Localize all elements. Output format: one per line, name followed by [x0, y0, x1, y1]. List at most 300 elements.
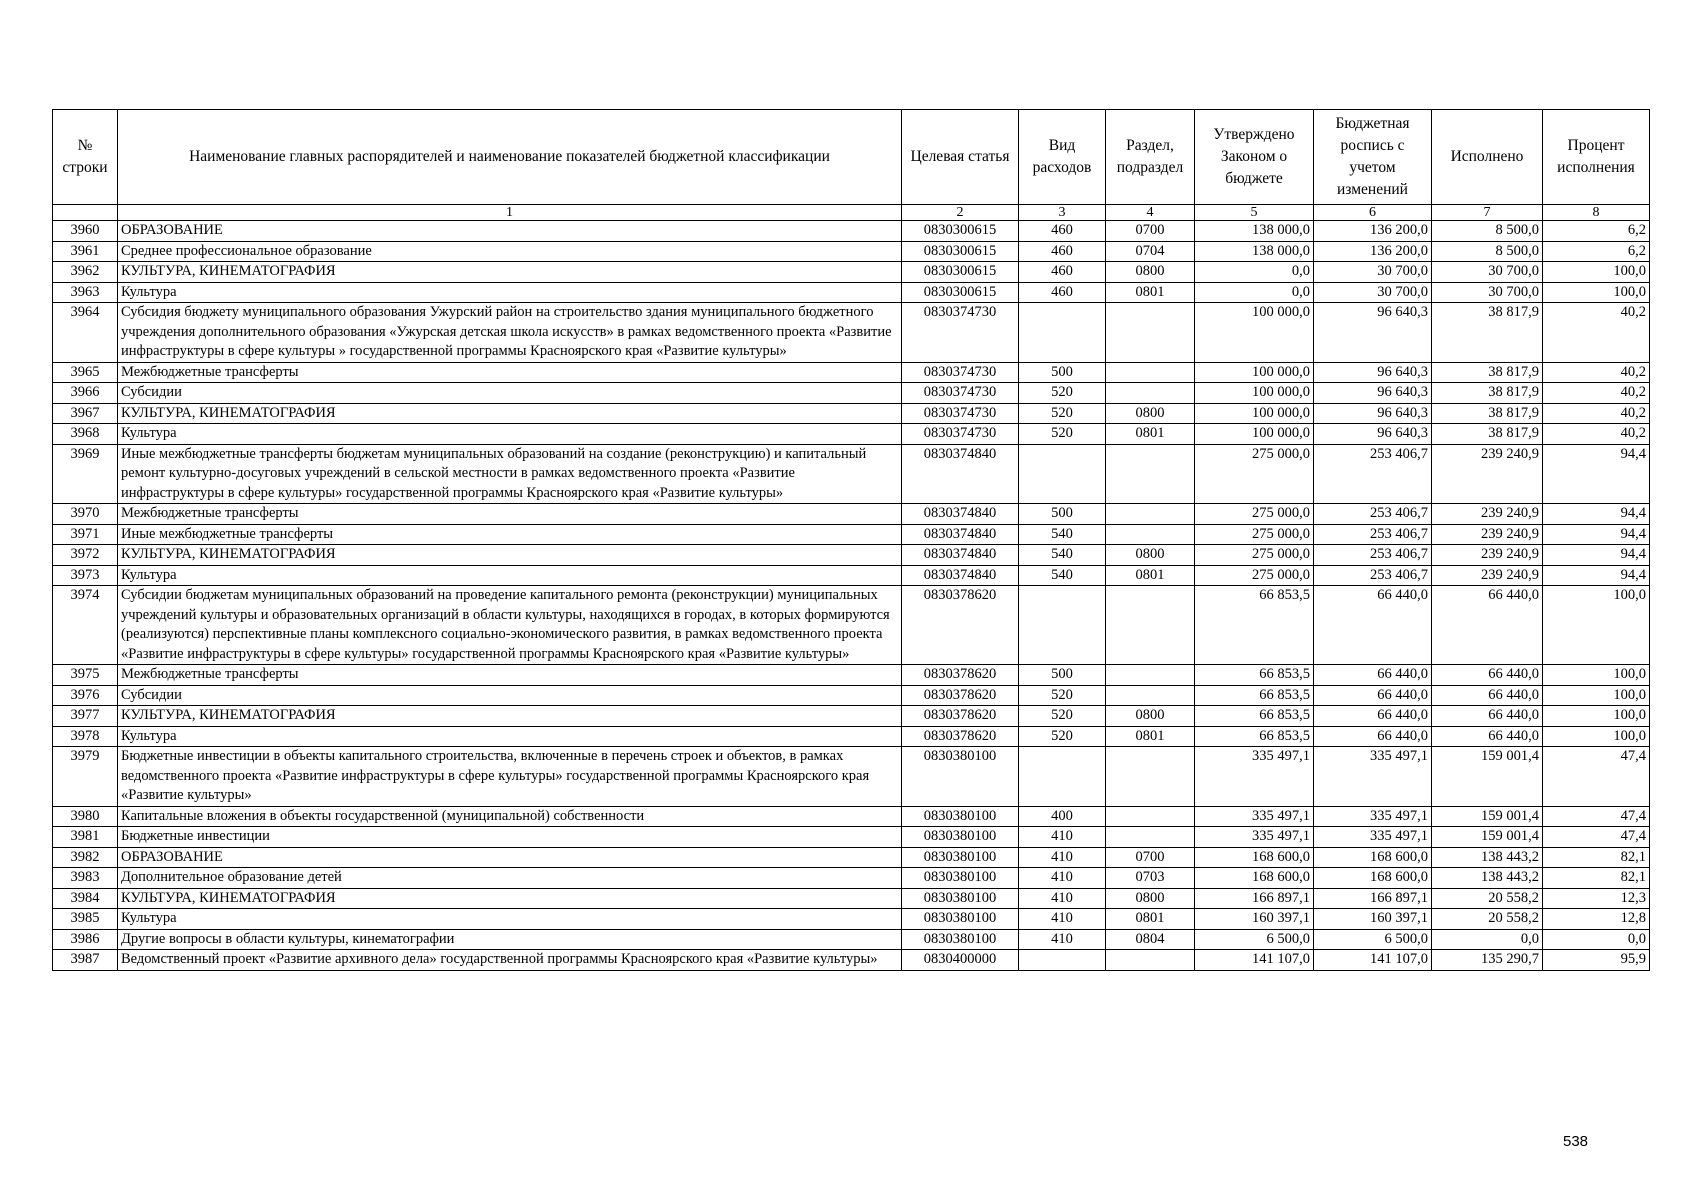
table-row: [53, 403, 1650, 424]
table-body: [53, 221, 1650, 971]
executed-amount-cell: 66 440,0: [1432, 586, 1543, 665]
percent-cell: 6,2: [1543, 241, 1650, 262]
table-row: [53, 565, 1650, 586]
budget-schedule-cell: 30 700,0: [1314, 282, 1432, 303]
col-number: 7: [1432, 205, 1543, 221]
row-number-cell: 3969: [53, 444, 118, 504]
section-cell: [1106, 504, 1195, 525]
budget-schedule-cell: 253 406,7: [1314, 524, 1432, 545]
budget-execution-table: [52, 109, 1650, 971]
row-name-cell: КУЛЬТУРА, КИНЕМАТОГРАФИЯ: [118, 262, 902, 283]
expense-type-cell: 410: [1019, 847, 1106, 868]
expense-type-cell: 460: [1019, 221, 1106, 242]
percent-cell: 94,4: [1543, 524, 1650, 545]
approved-amount-cell: 66 853,5: [1195, 706, 1314, 727]
approved-amount-cell: 275 000,0: [1195, 524, 1314, 545]
target-article-cell: 0830378620: [902, 726, 1019, 747]
approved-amount-cell: 335 497,1: [1195, 827, 1314, 848]
row-number-cell: 3968: [53, 424, 118, 445]
section-cell: [1106, 827, 1195, 848]
table-row: [53, 586, 1650, 665]
row-name-cell: Дополнительное образование детей: [118, 868, 902, 889]
approved-amount-cell: 66 853,5: [1195, 685, 1314, 706]
table-row: [53, 950, 1650, 971]
percent-cell: 100,0: [1543, 726, 1650, 747]
table-row: [53, 282, 1650, 303]
percent-cell: 12,3: [1543, 888, 1650, 909]
row-number-cell: 3965: [53, 362, 118, 383]
row-number-cell: 3984: [53, 888, 118, 909]
target-article-cell: 0830374840: [902, 444, 1019, 504]
row-name-cell: Среднее профессиональное образование: [118, 241, 902, 262]
expense-type-cell: 410: [1019, 827, 1106, 848]
budget-schedule-cell: 66 440,0: [1314, 586, 1432, 665]
row-name-cell: Субсидия бюджету муниципального образования Ужурский район на строительство здания муниципального бюджетного учреждения дополнительного образования «Ужурская детская школа искусств» в рамках ведомственного проекта «Развитие инфраструктуры в сфере культуры » государственной программы Красноярского края «Развитие культуры»: [118, 303, 902, 363]
expense-type-cell: 520: [1019, 424, 1106, 445]
col-number: 5: [1195, 205, 1314, 221]
budget-schedule-cell: 136 200,0: [1314, 241, 1432, 262]
approved-amount-cell: 168 600,0: [1195, 868, 1314, 889]
table-header: [53, 110, 1650, 221]
approved-amount-cell: 166 897,1: [1195, 888, 1314, 909]
table-row: [53, 868, 1650, 889]
row-number-cell: 3966: [53, 383, 118, 404]
target-article-cell: 0830380100: [902, 827, 1019, 848]
percent-cell: 40,2: [1543, 424, 1650, 445]
section-cell: 0801: [1106, 565, 1195, 586]
target-article-cell: 0830374730: [902, 403, 1019, 424]
section-cell: 0801: [1106, 909, 1195, 930]
expense-type-cell: 520: [1019, 726, 1106, 747]
approved-amount-cell: 66 853,5: [1195, 726, 1314, 747]
expense-type-cell: 410: [1019, 929, 1106, 950]
percent-cell: 47,4: [1543, 827, 1650, 848]
col-header-section: Раздел, подраздел: [1106, 110, 1195, 205]
percent-cell: 94,4: [1543, 545, 1650, 566]
percent-cell: 0,0: [1543, 929, 1650, 950]
budget-schedule-cell: 96 640,3: [1314, 424, 1432, 445]
budget-schedule-cell: 66 440,0: [1314, 726, 1432, 747]
target-article-cell: 0830380100: [902, 929, 1019, 950]
target-article-cell: 0830380100: [902, 868, 1019, 889]
expense-type-cell: 460: [1019, 241, 1106, 262]
expense-type-cell: [1019, 950, 1106, 971]
executed-amount-cell: 20 558,2: [1432, 909, 1543, 930]
column-number-row: [53, 205, 1650, 221]
col-number: 6: [1314, 205, 1432, 221]
approved-amount-cell: 0,0: [1195, 262, 1314, 283]
approved-amount-cell: 100 000,0: [1195, 403, 1314, 424]
row-number-cell: 3961: [53, 241, 118, 262]
section-cell: [1106, 303, 1195, 363]
section-cell: [1106, 665, 1195, 686]
table-row: [53, 383, 1650, 404]
budget-schedule-cell: 166 897,1: [1314, 888, 1432, 909]
expense-type-cell: 460: [1019, 282, 1106, 303]
page-number: 538: [1563, 1133, 1589, 1150]
table-row: [53, 847, 1650, 868]
approved-amount-cell: 138 000,0: [1195, 241, 1314, 262]
table-row: [53, 827, 1650, 848]
executed-amount-cell: 38 817,9: [1432, 303, 1543, 363]
col-header-executed: Исполнено: [1432, 110, 1543, 205]
percent-cell: 6,2: [1543, 221, 1650, 242]
executed-amount-cell: 66 440,0: [1432, 726, 1543, 747]
section-cell: [1106, 685, 1195, 706]
executed-amount-cell: 66 440,0: [1432, 706, 1543, 727]
target-article-cell: 0830300615: [902, 241, 1019, 262]
section-cell: 0804: [1106, 929, 1195, 950]
table-row: [53, 665, 1650, 686]
approved-amount-cell: 0,0: [1195, 282, 1314, 303]
row-name-cell: Межбюджетные трансферты: [118, 504, 902, 525]
row-number-cell: 3977: [53, 706, 118, 727]
row-number-cell: 3964: [53, 303, 118, 363]
percent-cell: 94,4: [1543, 565, 1650, 586]
row-number-cell: 3972: [53, 545, 118, 566]
row-number-cell: 3980: [53, 806, 118, 827]
section-cell: [1106, 747, 1195, 807]
approved-amount-cell: 275 000,0: [1195, 444, 1314, 504]
row-name-cell: Иные межбюджетные трансферты: [118, 524, 902, 545]
row-number-cell: 3982: [53, 847, 118, 868]
percent-cell: 100,0: [1543, 665, 1650, 686]
col-header-row-number: № строки: [53, 110, 118, 205]
budget-schedule-cell: 30 700,0: [1314, 262, 1432, 283]
budget-schedule-cell: 66 440,0: [1314, 706, 1432, 727]
executed-amount-cell: 8 500,0: [1432, 241, 1543, 262]
percent-cell: 40,2: [1543, 303, 1650, 363]
section-cell: 0800: [1106, 888, 1195, 909]
row-name-cell: ОБРАЗОВАНИЕ: [118, 847, 902, 868]
row-name-cell: Культура: [118, 282, 902, 303]
row-name-cell: Ведомственный проект «Развитие архивного дела» государственной программы Красноярского края «Развитие культуры»: [118, 950, 902, 971]
budget-schedule-cell: 66 440,0: [1314, 665, 1432, 686]
target-article-cell: 0830400000: [902, 950, 1019, 971]
col-number: 1: [118, 205, 902, 221]
expense-type-cell: 400: [1019, 806, 1106, 827]
approved-amount-cell: 100 000,0: [1195, 362, 1314, 383]
expense-type-cell: 520: [1019, 403, 1106, 424]
row-number-cell: 3967: [53, 403, 118, 424]
row-number-cell: 3975: [53, 665, 118, 686]
row-number-cell: 3987: [53, 950, 118, 971]
executed-amount-cell: 135 290,7: [1432, 950, 1543, 971]
approved-amount-cell: 168 600,0: [1195, 847, 1314, 868]
target-article-cell: 0830378620: [902, 706, 1019, 727]
target-article-cell: 0830374730: [902, 362, 1019, 383]
approved-amount-cell: 275 000,0: [1195, 545, 1314, 566]
target-article-cell: 0830374840: [902, 524, 1019, 545]
approved-amount-cell: 141 107,0: [1195, 950, 1314, 971]
col-header-budget-schedule: Бюджетная роспись с учетом изменений: [1314, 110, 1432, 205]
target-article-cell: 0830300615: [902, 262, 1019, 283]
section-cell: 0800: [1106, 262, 1195, 283]
target-article-cell: 0830380100: [902, 806, 1019, 827]
row-name-cell: КУЛЬТУРА, КИНЕМАТОГРАФИЯ: [118, 706, 902, 727]
executed-amount-cell: 30 700,0: [1432, 262, 1543, 283]
executed-amount-cell: 8 500,0: [1432, 221, 1543, 242]
executed-amount-cell: 38 817,9: [1432, 362, 1543, 383]
table-row: [53, 909, 1650, 930]
row-name-cell: Межбюджетные трансферты: [118, 665, 902, 686]
budget-schedule-cell: 168 600,0: [1314, 847, 1432, 868]
row-name-cell: Бюджетные инвестиции в объекты капитального строительства, включенные в перечень строек и объектов, в рамках ведомственного проекта «Развитие инфраструктуры в сфере культуры» государственной программы Красноярского края «Развитие культуры»: [118, 747, 902, 807]
approved-amount-cell: 335 497,1: [1195, 806, 1314, 827]
target-article-cell: 0830380100: [902, 747, 1019, 807]
row-name-cell: Культура: [118, 909, 902, 930]
target-article-cell: 0830300615: [902, 282, 1019, 303]
section-cell: [1106, 362, 1195, 383]
executed-amount-cell: 239 240,9: [1432, 504, 1543, 525]
expense-type-cell: 500: [1019, 504, 1106, 525]
percent-cell: 100,0: [1543, 262, 1650, 283]
expense-type-cell: 540: [1019, 545, 1106, 566]
target-article-cell: 0830374840: [902, 504, 1019, 525]
row-name-cell: Другие вопросы в области культуры, кинематографии: [118, 929, 902, 950]
executed-amount-cell: 239 240,9: [1432, 524, 1543, 545]
row-name-cell: Капитальные вложения в объекты государственной (муниципальной) собственности: [118, 806, 902, 827]
budget-schedule-cell: 96 640,3: [1314, 403, 1432, 424]
budget-schedule-cell: 335 497,1: [1314, 827, 1432, 848]
target-article-cell: 0830374840: [902, 545, 1019, 566]
executed-amount-cell: 38 817,9: [1432, 383, 1543, 404]
row-number-cell: 3962: [53, 262, 118, 283]
col-header-approved: Утверждено Законом о бюджете: [1195, 110, 1314, 205]
row-name-cell: Субсидии: [118, 383, 902, 404]
approved-amount-cell: 100 000,0: [1195, 424, 1314, 445]
table-row: [53, 888, 1650, 909]
col-number: [53, 205, 118, 221]
table-row: [53, 262, 1650, 283]
row-number-cell: 3971: [53, 524, 118, 545]
col-header-percent: Процент исполнения: [1543, 110, 1650, 205]
expense-type-cell: [1019, 444, 1106, 504]
table-row: [53, 929, 1650, 950]
expense-type-cell: 410: [1019, 909, 1106, 930]
table-row: [53, 303, 1650, 363]
table-row: [53, 747, 1650, 807]
table-row: [53, 524, 1650, 545]
percent-cell: 47,4: [1543, 747, 1650, 807]
table-row: [53, 362, 1650, 383]
section-cell: 0703: [1106, 868, 1195, 889]
executed-amount-cell: 66 440,0: [1432, 665, 1543, 686]
executed-amount-cell: 138 443,2: [1432, 847, 1543, 868]
executed-amount-cell: 159 001,4: [1432, 747, 1543, 807]
section-cell: [1106, 950, 1195, 971]
row-number-cell: 3973: [53, 565, 118, 586]
budget-schedule-cell: 335 497,1: [1314, 806, 1432, 827]
target-article-cell: 0830378620: [902, 665, 1019, 686]
approved-amount-cell: 100 000,0: [1195, 303, 1314, 363]
budget-schedule-cell: 168 600,0: [1314, 868, 1432, 889]
percent-cell: 82,1: [1543, 868, 1650, 889]
budget-schedule-cell: 253 406,7: [1314, 504, 1432, 525]
target-article-cell: 0830380100: [902, 909, 1019, 930]
percent-cell: 100,0: [1543, 586, 1650, 665]
row-number-cell: 3979: [53, 747, 118, 807]
target-article-cell: 0830378620: [902, 685, 1019, 706]
executed-amount-cell: 38 817,9: [1432, 403, 1543, 424]
row-name-cell: Межбюджетные трансферты: [118, 362, 902, 383]
row-number-cell: 3983: [53, 868, 118, 889]
budget-schedule-cell: 253 406,7: [1314, 444, 1432, 504]
section-cell: 0801: [1106, 726, 1195, 747]
executed-amount-cell: 239 240,9: [1432, 565, 1543, 586]
row-name-cell: Культура: [118, 565, 902, 586]
target-article-cell: 0830374730: [902, 303, 1019, 363]
target-article-cell: 0830300615: [902, 221, 1019, 242]
section-cell: 0704: [1106, 241, 1195, 262]
section-cell: 0801: [1106, 282, 1195, 303]
executed-amount-cell: 66 440,0: [1432, 685, 1543, 706]
col-header-expense-type: Вид расходов: [1019, 110, 1106, 205]
section-cell: [1106, 806, 1195, 827]
row-name-cell: Бюджетные инвестиции: [118, 827, 902, 848]
budget-schedule-cell: 253 406,7: [1314, 565, 1432, 586]
row-number-cell: 3986: [53, 929, 118, 950]
approved-amount-cell: 335 497,1: [1195, 747, 1314, 807]
executed-amount-cell: 159 001,4: [1432, 806, 1543, 827]
col-number: 2: [902, 205, 1019, 221]
expense-type-cell: 500: [1019, 362, 1106, 383]
percent-cell: 100,0: [1543, 706, 1650, 727]
approved-amount-cell: 100 000,0: [1195, 383, 1314, 404]
executed-amount-cell: 138 443,2: [1432, 868, 1543, 889]
section-cell: [1106, 586, 1195, 665]
row-name-cell: Субсидии бюджетам муниципальных образований на проведение капитального ремонта (реконструкции) муниципальных учреждений культуры и образовательных организаций в области культуры, находящихся в городах, в которых формируются (реализуются) перспективные планы комплексного социально-экономического развития, в рамках ведомственного проекта «Развитие инфраструктуры в сфере культуры» государственной программы Красноярского края «Развитие культуры»: [118, 586, 902, 665]
percent-cell: 100,0: [1543, 685, 1650, 706]
row-name-cell: КУЛЬТУРА, КИНЕМАТОГРАФИЯ: [118, 545, 902, 566]
expense-type-cell: 460: [1019, 262, 1106, 283]
row-name-cell: Культура: [118, 424, 902, 445]
budget-schedule-cell: 96 640,3: [1314, 383, 1432, 404]
table-row: [53, 221, 1650, 242]
header-row: [53, 110, 1650, 205]
budget-schedule-cell: 96 640,3: [1314, 362, 1432, 383]
percent-cell: 94,4: [1543, 444, 1650, 504]
target-article-cell: 0830380100: [902, 888, 1019, 909]
section-cell: [1106, 444, 1195, 504]
row-number-cell: 3981: [53, 827, 118, 848]
col-header-target-article: Целевая статья: [902, 110, 1019, 205]
table-row: [53, 504, 1650, 525]
executed-amount-cell: 159 001,4: [1432, 827, 1543, 848]
percent-cell: 95,9: [1543, 950, 1650, 971]
col-number: 8: [1543, 205, 1650, 221]
budget-schedule-cell: 335 497,1: [1314, 747, 1432, 807]
section-cell: 0800: [1106, 403, 1195, 424]
expense-type-cell: 410: [1019, 888, 1106, 909]
budget-schedule-cell: 66 440,0: [1314, 685, 1432, 706]
target-article-cell: 0830374730: [902, 424, 1019, 445]
expense-type-cell: 520: [1019, 685, 1106, 706]
percent-cell: 82,1: [1543, 847, 1650, 868]
section-cell: 0800: [1106, 706, 1195, 727]
budget-schedule-cell: 160 397,1: [1314, 909, 1432, 930]
approved-amount-cell: 6 500,0: [1195, 929, 1314, 950]
col-header-name: Наименование главных распорядителей и наименование показателей бюджетной классификации: [118, 110, 902, 205]
executed-amount-cell: 239 240,9: [1432, 444, 1543, 504]
expense-type-cell: [1019, 303, 1106, 363]
expense-type-cell: 520: [1019, 383, 1106, 404]
row-number-cell: 3963: [53, 282, 118, 303]
percent-cell: 40,2: [1543, 403, 1650, 424]
row-name-cell: Культура: [118, 726, 902, 747]
row-number-cell: 3976: [53, 685, 118, 706]
table-row: [53, 726, 1650, 747]
table-row: [53, 444, 1650, 504]
expense-type-cell: 540: [1019, 524, 1106, 545]
expense-type-cell: 500: [1019, 665, 1106, 686]
row-number-cell: 3974: [53, 586, 118, 665]
executed-amount-cell: 38 817,9: [1432, 424, 1543, 445]
budget-schedule-cell: 253 406,7: [1314, 545, 1432, 566]
target-article-cell: 0830380100: [902, 847, 1019, 868]
executed-amount-cell: 20 558,2: [1432, 888, 1543, 909]
approved-amount-cell: 66 853,5: [1195, 586, 1314, 665]
section-cell: 0801: [1106, 424, 1195, 445]
target-article-cell: 0830374840: [902, 565, 1019, 586]
approved-amount-cell: 275 000,0: [1195, 504, 1314, 525]
col-number: 3: [1019, 205, 1106, 221]
row-number-cell: 3978: [53, 726, 118, 747]
target-article-cell: 0830374730: [902, 383, 1019, 404]
expense-type-cell: [1019, 747, 1106, 807]
expense-type-cell: [1019, 586, 1106, 665]
row-name-cell: Иные межбюджетные трансферты бюджетам муниципальных образований на создание (реконструкцию) и капитальный ремонт культурно-досуговых учреждений в сельской местности в рамках ведомственного проекта «Развитие инфраструктуры в сфере культуры» государственной программы Красноярского края «Развитие культуры»: [118, 444, 902, 504]
table-row: [53, 545, 1650, 566]
expense-type-cell: 520: [1019, 706, 1106, 727]
budget-schedule-cell: 6 500,0: [1314, 929, 1432, 950]
approved-amount-cell: 138 000,0: [1195, 221, 1314, 242]
budget-schedule-cell: 96 640,3: [1314, 303, 1432, 363]
approved-amount-cell: 275 000,0: [1195, 565, 1314, 586]
row-number-cell: 3960: [53, 221, 118, 242]
section-cell: [1106, 383, 1195, 404]
table-row: [53, 706, 1650, 727]
percent-cell: 47,4: [1543, 806, 1650, 827]
table-row: [53, 241, 1650, 262]
percent-cell: 94,4: [1543, 504, 1650, 525]
row-number-cell: 3970: [53, 504, 118, 525]
col-number: 4: [1106, 205, 1195, 221]
percent-cell: 40,2: [1543, 362, 1650, 383]
row-number-cell: 3985: [53, 909, 118, 930]
percent-cell: 12,8: [1543, 909, 1650, 930]
executed-amount-cell: 0,0: [1432, 929, 1543, 950]
row-name-cell: КУЛЬТУРА, КИНЕМАТОГРАФИЯ: [118, 403, 902, 424]
percent-cell: 100,0: [1543, 282, 1650, 303]
section-cell: 0700: [1106, 847, 1195, 868]
section-cell: 0700: [1106, 221, 1195, 242]
table-row: [53, 424, 1650, 445]
section-cell: [1106, 524, 1195, 545]
row-name-cell: ОБРАЗОВАНИЕ: [118, 221, 902, 242]
section-cell: 0800: [1106, 545, 1195, 566]
executed-amount-cell: 30 700,0: [1432, 282, 1543, 303]
approved-amount-cell: 160 397,1: [1195, 909, 1314, 930]
expense-type-cell: 540: [1019, 565, 1106, 586]
percent-cell: 40,2: [1543, 383, 1650, 404]
row-name-cell: Субсидии: [118, 685, 902, 706]
target-article-cell: 0830378620: [902, 586, 1019, 665]
budget-schedule-cell: 136 200,0: [1314, 221, 1432, 242]
executed-amount-cell: 239 240,9: [1432, 545, 1543, 566]
budget-schedule-cell: 141 107,0: [1314, 950, 1432, 971]
approved-amount-cell: 66 853,5: [1195, 665, 1314, 686]
